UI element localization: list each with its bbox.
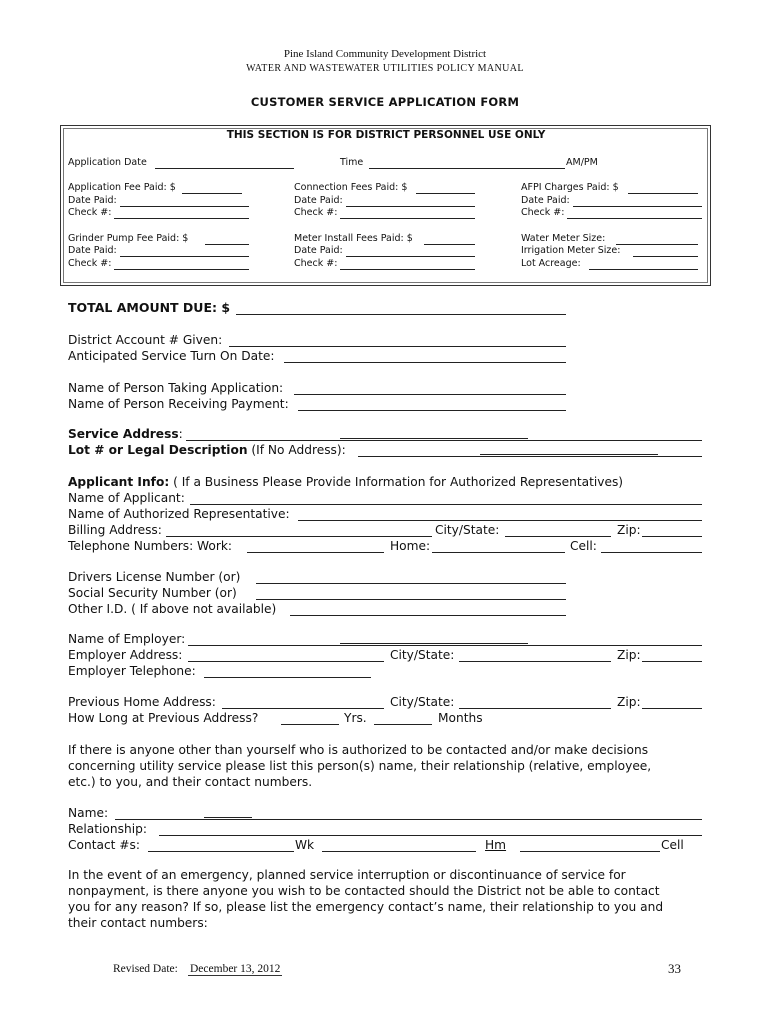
irrigation-meter-size-label: Irrigation Meter Size: bbox=[521, 245, 621, 256]
meter-install-fees-label: Meter Install Fees Paid: $ bbox=[294, 233, 413, 244]
employer-phone-label: Employer Telephone: bbox=[68, 664, 196, 678]
telephone-home-field[interactable] bbox=[432, 552, 565, 553]
page-number: 33 bbox=[668, 961, 681, 976]
ssn-label: Social Security Number (or) bbox=[68, 586, 237, 600]
employer-name-overline bbox=[340, 643, 528, 644]
relationship-field[interactable] bbox=[159, 835, 702, 836]
contact-work-label: Wk bbox=[295, 838, 315, 852]
water-meter-size-label: Water Meter Size: bbox=[521, 233, 606, 244]
grinder-pump-fee-field[interactable] bbox=[205, 244, 249, 245]
grinder-date-paid-label: Date Paid: bbox=[68, 245, 117, 256]
ssn-field[interactable] bbox=[256, 599, 566, 600]
contact-cell-field[interactable] bbox=[520, 851, 660, 852]
meter-check-label: Check #: bbox=[294, 258, 338, 269]
contact-name-overline bbox=[204, 817, 252, 818]
contact-home-field[interactable] bbox=[322, 851, 476, 852]
authorized-paragraph-line-2: concerning utility service please list this person(s) name, their relationship (relative, employee, bbox=[68, 759, 652, 773]
conn-check-field[interactable] bbox=[340, 218, 475, 219]
lot-acreage-label: Lot Acreage: bbox=[521, 258, 581, 269]
time-label: Time bbox=[340, 157, 364, 168]
afpi-date-paid-label: Date Paid: bbox=[521, 195, 570, 206]
meter-date-paid-label: Date Paid: bbox=[294, 245, 343, 256]
grinder-date-paid-field[interactable] bbox=[120, 256, 249, 257]
connection-fees-field[interactable] bbox=[416, 193, 475, 194]
anticipated-turn-on-label: Anticipated Service Turn On Date: bbox=[68, 349, 275, 363]
prev-city-state-label: City/State: bbox=[390, 695, 455, 709]
application-date-label: Application Date bbox=[68, 157, 147, 168]
person-taking-label: Name of Person Taking Application: bbox=[68, 381, 284, 395]
name-rep-field[interactable] bbox=[298, 520, 702, 521]
drivers-license-label: Drivers License Number (or) bbox=[68, 570, 241, 584]
afpi-charges-field[interactable] bbox=[628, 193, 698, 194]
how-long-label: How Long at Previous Address? bbox=[68, 711, 259, 725]
application-fee-field[interactable] bbox=[182, 193, 242, 194]
how-long-years-field[interactable] bbox=[281, 724, 339, 725]
lot-acreage-field[interactable] bbox=[589, 269, 698, 270]
app-date-paid-field[interactable] bbox=[120, 206, 249, 207]
water-meter-size-field[interactable] bbox=[616, 244, 698, 245]
ampm-label: AM/PM bbox=[566, 157, 598, 168]
meter-install-fees-field[interactable] bbox=[424, 244, 475, 245]
other-id-field[interactable] bbox=[290, 615, 566, 616]
total-amount-due-field[interactable] bbox=[236, 314, 566, 315]
contacts-label: Contact #s: bbox=[68, 838, 140, 852]
form-title: CUSTOMER SERVICE APPLICATION FORM bbox=[250, 95, 520, 109]
app-check-label: Check #: bbox=[68, 207, 112, 218]
conn-date-paid-field[interactable] bbox=[346, 206, 475, 207]
name-rep-label: Name of Authorized Representative: bbox=[68, 507, 290, 521]
application-date-field[interactable] bbox=[155, 168, 294, 169]
connection-fees-label: Connection Fees Paid: $ bbox=[294, 182, 408, 193]
applicant-info-heading bbox=[68, 474, 623, 490]
app-check-field[interactable] bbox=[114, 218, 249, 219]
employer-zip-field[interactable] bbox=[642, 661, 702, 662]
revised-date-value: December 13, 2012 bbox=[190, 963, 281, 975]
afpi-check-label: Check #: bbox=[521, 207, 565, 218]
service-address-text: Service Address bbox=[68, 427, 179, 441]
person-receiving-field[interactable] bbox=[298, 410, 566, 411]
prev-city-state-field[interactable] bbox=[459, 708, 611, 709]
app-date-paid-label: Date Paid: bbox=[68, 195, 117, 206]
employer-name-field[interactable] bbox=[188, 645, 702, 646]
total-amount-due-label: TOTAL AMOUNT DUE: $ bbox=[68, 300, 231, 315]
grinder-pump-fee-label: Grinder Pump Fee Paid: $ bbox=[68, 233, 189, 244]
billing-zip-label: Zip: bbox=[617, 523, 641, 537]
lot-legal-text: Lot # or Legal Description bbox=[68, 443, 248, 457]
service-address-overline bbox=[340, 438, 528, 439]
contact-name-field[interactable] bbox=[115, 819, 702, 820]
drivers-license-field[interactable] bbox=[256, 583, 566, 584]
employer-phone-field[interactable] bbox=[204, 677, 371, 678]
contact-cell-label: Cell bbox=[661, 838, 684, 852]
conn-date-paid-label: Date Paid: bbox=[294, 195, 343, 206]
prev-home-field[interactable] bbox=[222, 708, 384, 709]
emergency-paragraph-line-4: their contact numbers: bbox=[68, 916, 208, 930]
telephone-cell-field[interactable] bbox=[601, 552, 702, 553]
afpi-date-paid-field[interactable] bbox=[573, 206, 702, 207]
meter-check-field[interactable] bbox=[340, 269, 475, 270]
employer-city-state-label: City/State: bbox=[390, 648, 455, 662]
lot-legal-label bbox=[68, 442, 346, 458]
employer-city-state-field[interactable] bbox=[459, 661, 611, 662]
applicant-info-label: Applicant Info: bbox=[68, 475, 170, 489]
other-id-label: Other I.D. ( If above not available) bbox=[68, 602, 277, 616]
billing-address-field[interactable] bbox=[166, 536, 432, 537]
service-address-label bbox=[68, 426, 183, 442]
meter-date-paid-field[interactable] bbox=[346, 256, 475, 257]
conn-check-label: Check #: bbox=[294, 207, 338, 218]
how-long-months-field[interactable] bbox=[374, 724, 432, 725]
telephone-work-label: Telephone Numbers: Work: bbox=[68, 539, 233, 553]
months-label: Months bbox=[438, 711, 483, 725]
afpi-check-field[interactable] bbox=[567, 218, 702, 219]
org-name: Pine Island Community Development District bbox=[283, 48, 487, 60]
employer-name-label: Name of Employer: bbox=[68, 632, 186, 646]
grinder-check-label: Check #: bbox=[68, 258, 112, 269]
prev-home-label: Previous Home Address: bbox=[68, 695, 216, 709]
service-address-field[interactable] bbox=[186, 440, 702, 441]
lot-legal-suffix: (If No Address): bbox=[247, 443, 346, 457]
name-applicant-field[interactable] bbox=[190, 504, 702, 505]
emergency-paragraph-line-3: you for any reason? If so, please list the emergency contact’s name, their relationship to you and bbox=[68, 900, 664, 914]
application-fee-label: Application Fee Paid: $ bbox=[68, 182, 176, 193]
person-receiving-label: Name of Person Receiving Payment: bbox=[68, 397, 289, 411]
prev-zip-field[interactable] bbox=[642, 708, 702, 709]
irrigation-meter-size-field[interactable] bbox=[633, 256, 698, 257]
lot-legal-overline bbox=[480, 454, 658, 455]
revised-date-label: Revised Date: bbox=[113, 963, 178, 975]
service-address-colon: : bbox=[178, 427, 183, 441]
lot-legal-field[interactable] bbox=[358, 456, 702, 457]
telephone-work-field[interactable] bbox=[247, 552, 384, 553]
applicant-info-note: ( If a Business Please Provide Information for Authorized Representatives) bbox=[169, 475, 624, 489]
afpi-charges-label: AFPI Charges Paid: $ bbox=[521, 182, 619, 193]
telephone-cell-label: Cell: bbox=[570, 539, 597, 553]
contact-name-label: Name: bbox=[68, 806, 109, 820]
name-applicant-label: Name of Applicant: bbox=[68, 491, 185, 505]
employer-address-field[interactable] bbox=[188, 661, 384, 662]
grinder-check-field[interactable] bbox=[114, 269, 249, 270]
person-taking-field[interactable] bbox=[294, 394, 566, 395]
anticipated-turn-on-field[interactable] bbox=[284, 362, 566, 363]
contact-home-label: Hm bbox=[485, 838, 507, 852]
district-account-label: District Account # Given: bbox=[68, 333, 223, 347]
prev-zip-label: Zip: bbox=[617, 695, 641, 709]
employer-zip-label: Zip: bbox=[617, 648, 641, 662]
telephone-home-label: Home: bbox=[390, 539, 431, 553]
time-field[interactable] bbox=[369, 168, 565, 169]
district-section-title: THIS SECTION IS FOR DISTRICT PERSONNEL USE ONLY bbox=[226, 129, 546, 141]
emergency-paragraph-line-1: In the event of an emergency, planned service interruption or discontinuance of service for bbox=[68, 868, 626, 882]
authorized-paragraph-line-1: If there is anyone other than yourself who is authorized to be contacted and/or make decisions bbox=[68, 743, 649, 757]
contact-work-field[interactable] bbox=[148, 851, 294, 852]
years-label: Yrs. bbox=[344, 711, 367, 725]
manual-title: WATER AND WASTEWATER UTILITIES POLICY MANUAL bbox=[246, 63, 524, 74]
billing-city-state-field[interactable] bbox=[505, 536, 611, 537]
district-account-field[interactable] bbox=[229, 346, 566, 347]
emergency-paragraph-line-2: nonpayment, is there anyone you wish to be contacted should the District not be able to contact bbox=[68, 884, 660, 898]
employer-address-label: Employer Address: bbox=[68, 648, 183, 662]
billing-zip-field[interactable] bbox=[642, 536, 702, 537]
billing-city-state-label: City/State: bbox=[435, 523, 500, 537]
authorized-paragraph-line-3: etc.) to you, and their contact numbers. bbox=[68, 775, 313, 789]
billing-address-label: Billing Address: bbox=[68, 523, 162, 537]
relationship-label: Relationship: bbox=[68, 822, 147, 836]
